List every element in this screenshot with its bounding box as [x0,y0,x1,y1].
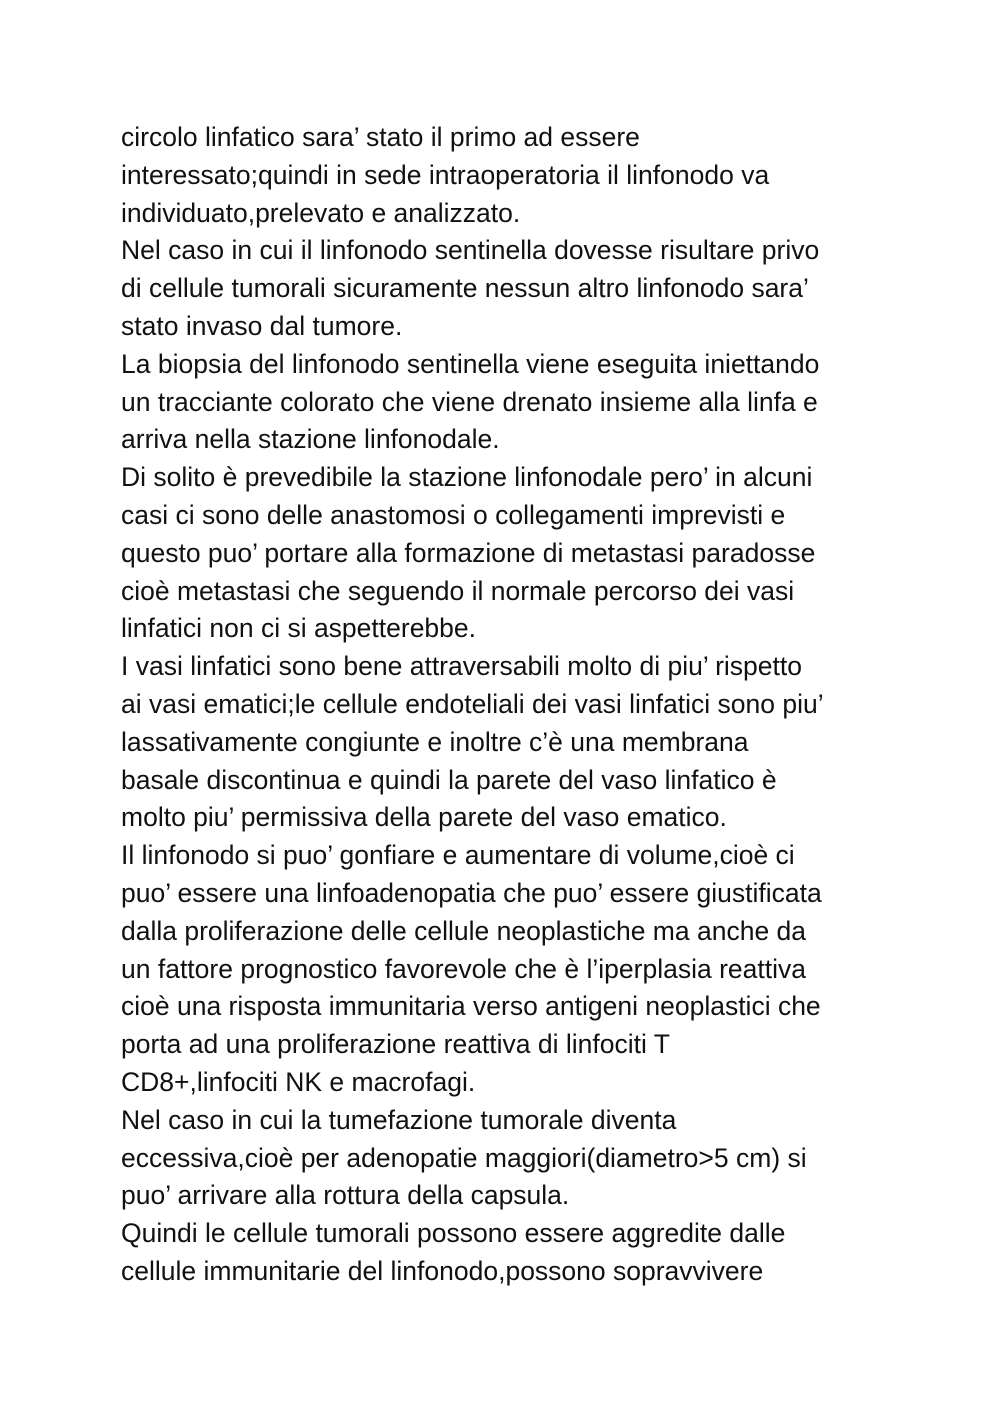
text-line: linfatici non ci si aspetterebbe. [121,613,477,644]
text-line: questo puo’ portare alla formazione di metastasi paradosse [121,537,816,568]
text-line: Il linfonodo si puo’ gonfiare e aumentare di volume,cioè ci [121,840,795,871]
text-line: un tracciante colorato che viene drenato insieme alla linfa e [121,386,818,417]
text-line: puo’ arrivare alla rottura della capsula. [121,1180,570,1211]
text-line: individuato,prelevato e analizzato. [121,197,521,228]
text-line: ai vasi ematici;le cellule endoteliali dei vasi linfatici sono piu’ [121,688,824,719]
text-line: dalla proliferazione delle cellule neoplastiche ma anche da [121,915,807,946]
text-line: arriva nella stazione linfonodale. [121,424,500,455]
text-line: Nel caso in cui la tumefazione tumorale diventa [121,1104,677,1135]
text-line: CD8+,linfociti NK e macrofagi. [121,1066,476,1097]
text-line: casi ci sono delle anastomosi o collegamenti imprevisti e [121,499,786,530]
text-line: I vasi linfatici sono bene attraversabili molto di piu’ rispetto [121,651,802,682]
text-line: circolo linfatico sara’ stato il primo ad essere [121,122,640,152]
text-line: stato invaso dal tumore. [121,310,403,341]
text-line: cioè metastasi che seguendo il normale percorso dei vasi [121,575,795,606]
text-line: Di solito è prevedibile la stazione linfonodale pero’ in alcuni [121,462,813,493]
text-line: molto piu’ permissiva della parete del vaso ematico. [121,802,727,833]
text-line: di cellule tumorali sicuramente nessun altro linfonodo sara’ [121,273,809,304]
text-line: un fattore prognostico favorevole che è l’iperplasia reattiva [121,953,806,984]
text-line: cioè una risposta immunitaria verso antigeni neoplastici che [121,991,821,1022]
text-line: puo’ essere una linfoadenopatia che puo’ essere giustificata [121,877,822,908]
body-text [121,119,921,1291]
text-line: eccessiva,cioè per adenopatie maggiori(diametro>5 cm) si [121,1142,807,1173]
text-line: lassativamente congiunte e inoltre c’è una membrana [121,726,749,757]
text-line: porta ad una proliferazione reattiva di linfociti T [121,1029,670,1060]
text-line: La biopsia del linfonodo sentinella viene eseguita iniettando [121,348,820,379]
text-line: basale discontinua e quindi la parete del vaso linfatico è [121,764,777,795]
text-line: Quindi le cellule tumorali possono essere aggredite dalle [121,1218,786,1249]
text-line: Nel caso in cui il linfonodo sentinella dovesse risultare privo [121,235,820,266]
text-line: cellule immunitarie del linfonodo,possono sopravvivere [121,1255,764,1286]
text-line: interessato;quindi in sede intraoperatoria il linfonodo va [121,159,770,190]
